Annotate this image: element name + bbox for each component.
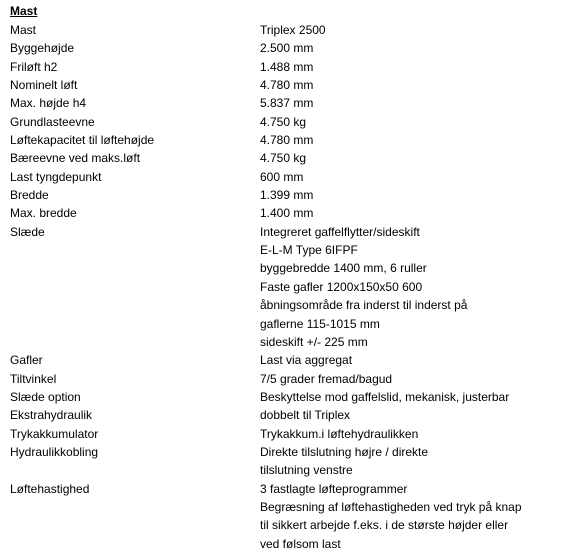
spec-label: Mast (10, 23, 37, 37)
spec-label: Trykakkumulator (10, 426, 99, 441)
spec-value: gaflerne 115-1015 mm (260, 316, 380, 331)
spec-value-cell (260, 94, 550, 112)
spec-label: Gafler (10, 353, 43, 368)
spec-value: 1.488 mm (260, 59, 314, 74)
spec-row (0, 39, 561, 57)
spec-label: Last tyngdepunkt (10, 169, 102, 184)
spec-label: Løftekapacitet til løftehøjde (10, 133, 155, 148)
spec-value-cell (260, 425, 550, 443)
spec-row (0, 168, 561, 186)
spec-value: 4.780 mm (260, 133, 314, 148)
spec-label: Slæde option (10, 389, 81, 404)
spec-row (0, 443, 561, 480)
spec-row (0, 406, 561, 424)
spec-label: Tiltvinkel (10, 371, 57, 386)
spec-row (0, 94, 561, 112)
spec-row (0, 388, 561, 406)
spec-value: Integreret gaffelflytter/sideskift (260, 224, 420, 239)
spec-row (0, 21, 561, 39)
spec-value: tilslutning venstre (260, 463, 353, 478)
section-heading: Mast (10, 4, 38, 18)
spec-label: Byggehøjde (10, 41, 75, 56)
spec-row (0, 113, 561, 131)
spec-value: 1.399 mm (260, 188, 314, 203)
spec-row (0, 480, 561, 553)
spec-row (0, 58, 561, 76)
spec-value-cell (260, 39, 550, 57)
spec-row (0, 370, 561, 388)
spec-label: Max. bredde (10, 206, 77, 221)
spec-value: Trykakkum.i løftehydraulikken (260, 426, 419, 441)
spec-value: 3 fastlagte løfteprogrammer (260, 481, 408, 496)
spec-value-cell (260, 480, 550, 553)
spec-label: Nominelt løft (10, 78, 78, 93)
spec-value: 2.500 mm (260, 41, 314, 56)
spec-row (0, 223, 561, 351)
spec-label: Slæde (10, 224, 45, 239)
spec-value-cell (260, 21, 550, 39)
spec-value-cell (260, 351, 550, 369)
spec-table (0, 21, 561, 553)
spec-row (0, 425, 561, 443)
spec-row (0, 149, 561, 167)
spec-label: Max. højde h4 (10, 96, 87, 111)
spec-value: 7/5 grader fremad/bagud (260, 371, 393, 386)
spec-value: åbningsområde fra inderst til inderst på (260, 298, 468, 313)
spec-value: byggebredde 1400 mm, 6 ruller (260, 261, 427, 276)
spec-label: Grundlasteevne (10, 114, 95, 129)
spec-label: Ekstrahydraulik (10, 408, 93, 423)
spec-value: 4.780 mm (260, 78, 314, 93)
spec-value-cell (260, 131, 550, 149)
spec-value: E-L-M Type 6IFPF (260, 243, 358, 258)
spec-value: til sikkert arbejde f.eks. i de største højder eller (260, 518, 509, 533)
spec-value-cell (260, 168, 550, 186)
spec-value: 600 mm (260, 169, 304, 184)
spec-value: Last via aggregat (260, 353, 353, 368)
spec-row (0, 76, 561, 94)
spec-value: sideskift +/- 225 mm (260, 334, 368, 349)
spec-value: Triplex 2500 (260, 23, 326, 37)
spec-value-cell (260, 443, 550, 480)
spec-row (0, 131, 561, 149)
spec-value: 4.750 kg (260, 114, 307, 129)
spec-row (0, 204, 561, 222)
spec-value-cell (260, 76, 550, 94)
spec-value-cell (260, 186, 550, 204)
spec-value: 5.837 mm (260, 96, 314, 111)
spec-value: dobbelt til Triplex (260, 408, 351, 423)
spec-label: Bæreevne ved maks.løft (10, 151, 141, 166)
spec-value-cell (260, 223, 550, 351)
spec-value-cell (260, 370, 550, 388)
spec-value-cell (260, 388, 550, 406)
spec-value: Faste gafler 1200x150x50 600 (260, 279, 423, 294)
spec-value: 4.750 kg (260, 151, 307, 166)
spec-label: Hydraulikkobling (10, 444, 99, 459)
spec-row (0, 186, 561, 204)
spec-value-cell (260, 204, 550, 222)
spec-label: Bredde (10, 188, 49, 203)
spec-label: Løftehastighed (10, 481, 90, 496)
spec-value: Begræsning af løftehastigheden ved tryk på knap (260, 499, 522, 514)
spec-label: Friløft h2 (10, 59, 58, 74)
spec-value-cell (260, 406, 550, 424)
spec-value: Beskyttelse mod gaffelslid, mekanisk, justerbar (260, 389, 510, 404)
spec-value: 1.400 mm (260, 206, 314, 221)
spec-value: ved følsom last (260, 536, 341, 551)
spec-value-cell (260, 149, 550, 167)
spec-row (0, 351, 561, 369)
spec-value: Direkte tilslutning højre / direkte (260, 444, 429, 459)
spec-value-cell (260, 58, 550, 76)
spec-value-cell (260, 113, 550, 131)
